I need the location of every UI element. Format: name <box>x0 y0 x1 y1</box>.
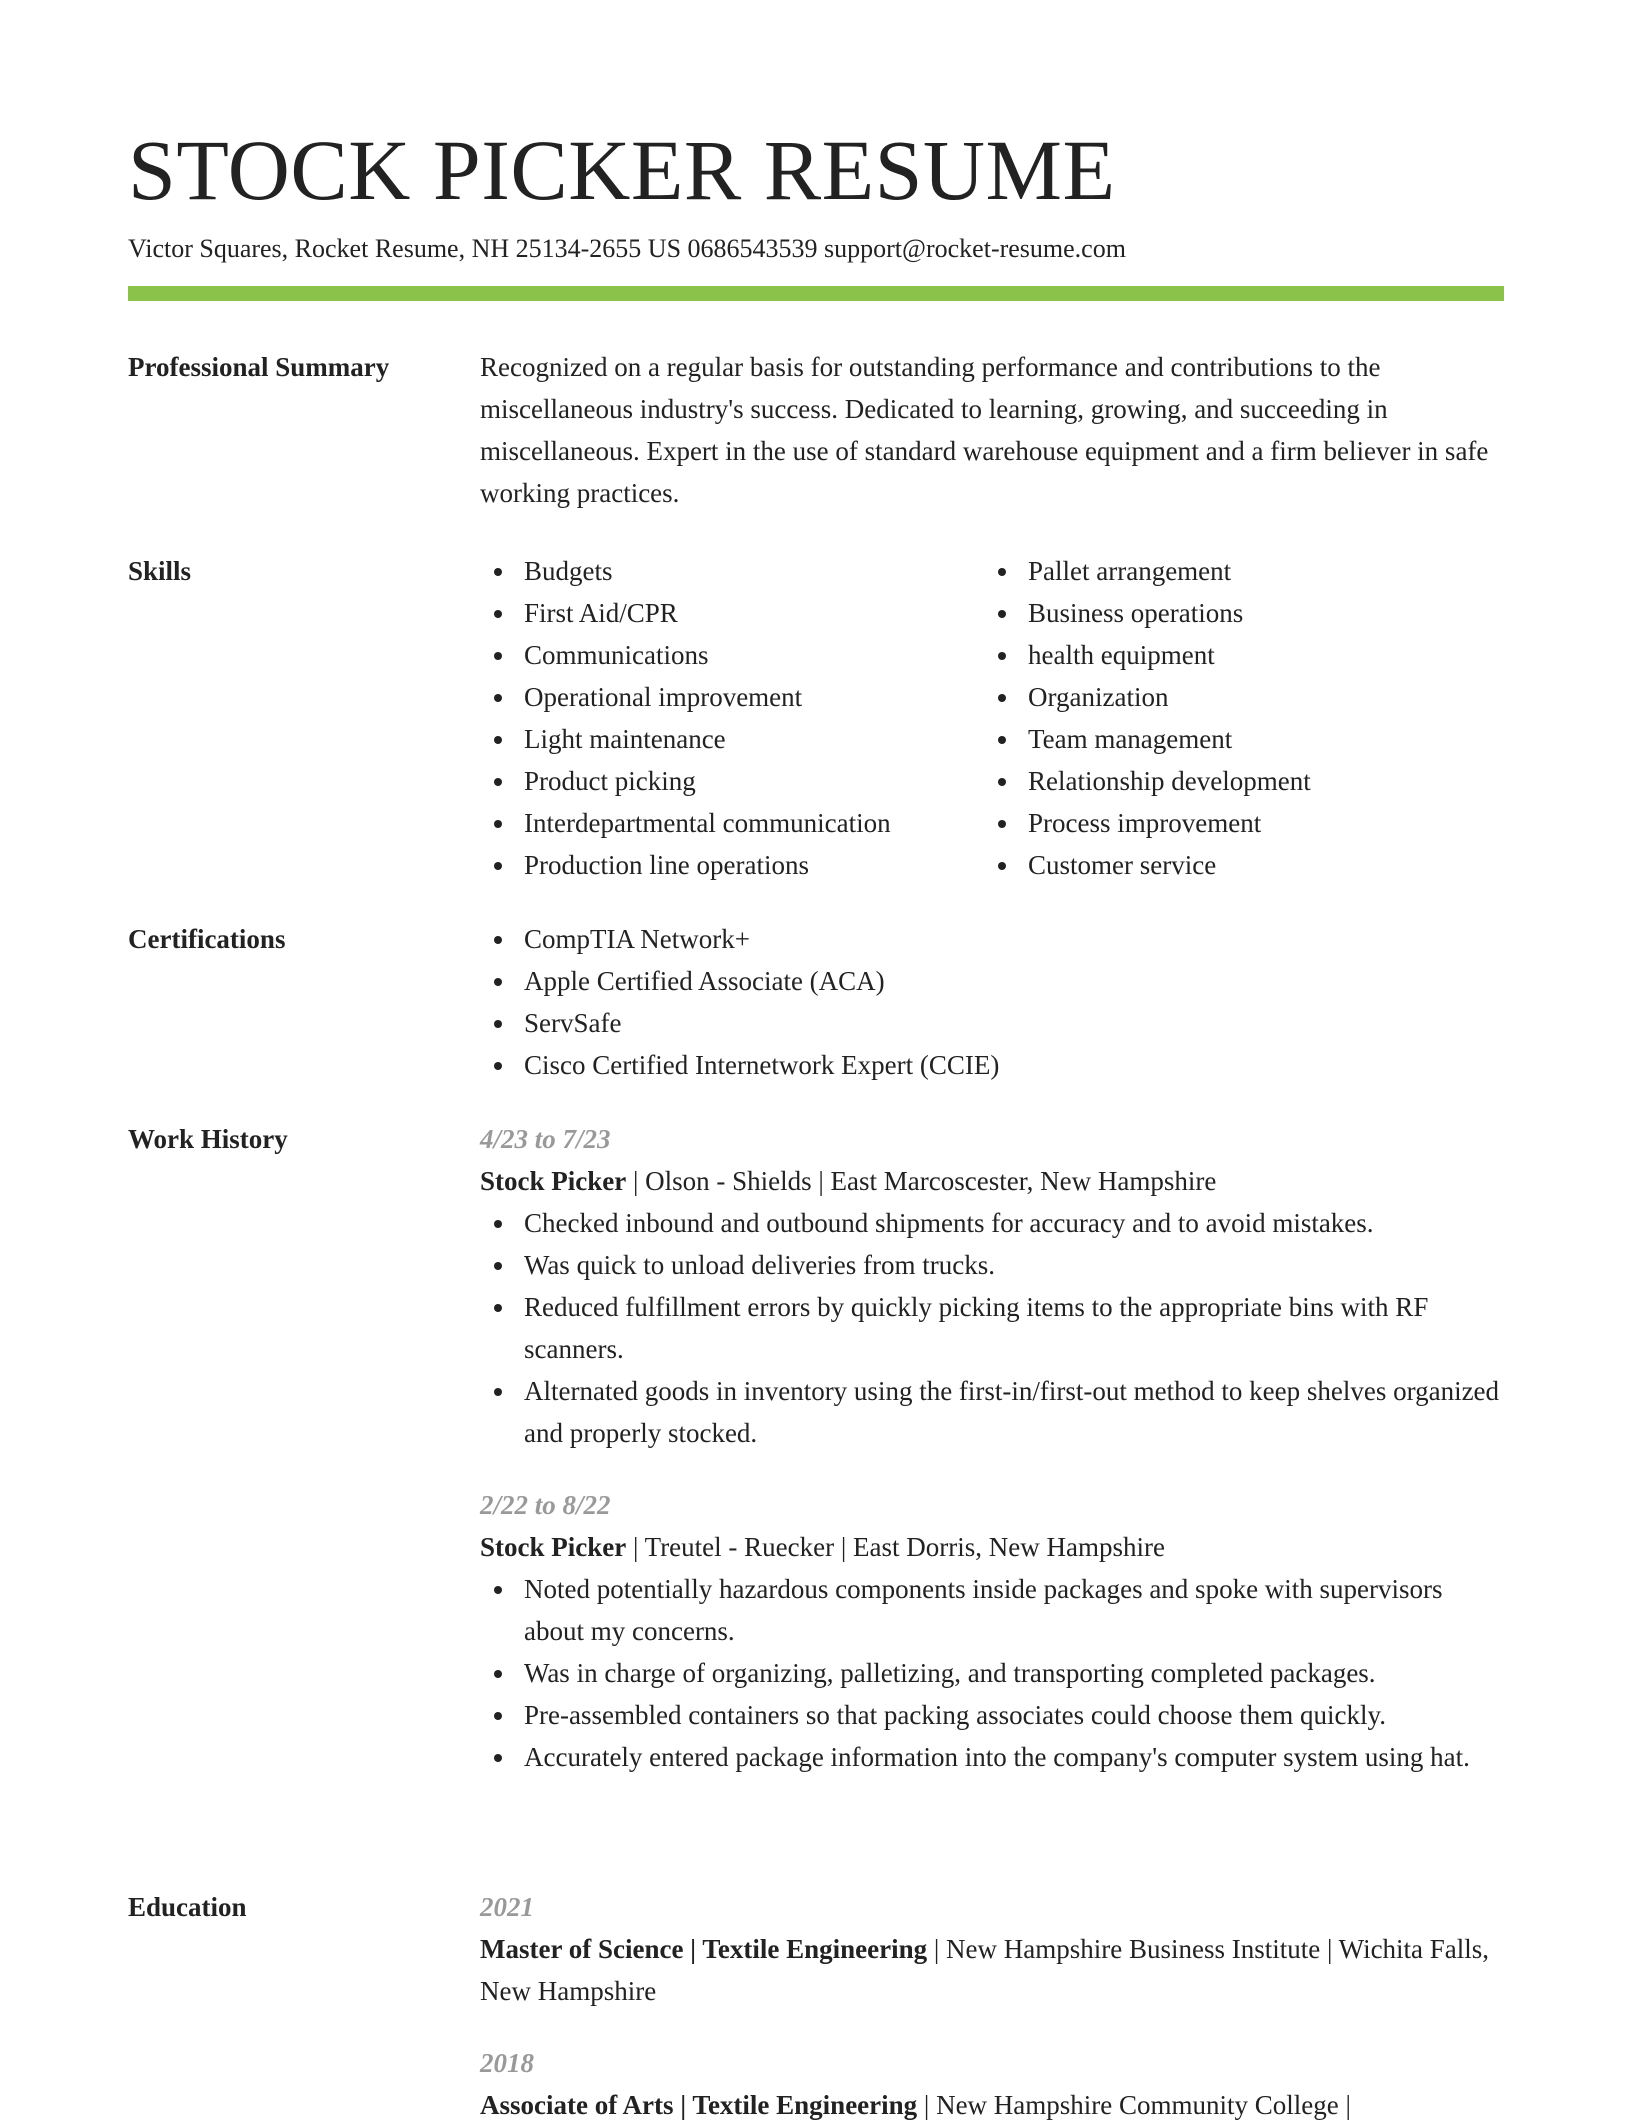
skill-item: Operational improvement <box>524 676 984 718</box>
skills-label: Skills <box>128 556 192 586</box>
job-bullet: Alternated goods in inventory using the first-in/first-out method to keep shelves organized and properly stocked. <box>524 1370 1504 1454</box>
job-bullet: Pre-assembled containers so that packing associates could choose them quickly. <box>524 1694 1504 1736</box>
education-line <box>480 2084 1504 2126</box>
certification-item: Apple Certified Associate (ACA) <box>524 960 1504 1002</box>
certification-item: Cisco Certified Internetwork Expert (CCIE) <box>524 1044 1504 1086</box>
education-school-location: | New Hampshire Community College | <box>917 2090 1351 2120</box>
education-entry <box>480 1886 1504 2012</box>
education-line <box>480 1928 1504 2012</box>
skills-column-left <box>480 550 984 886</box>
summary-body <box>480 346 1504 514</box>
education-degree: Master of Science | Textile Engineering <box>480 1934 928 1964</box>
job-bullet: Was quick to unload deliveries from trucks. <box>524 1244 1504 1286</box>
skill-item: Customer service <box>1028 844 1488 886</box>
skill-item: Interdepartmental communication <box>524 802 984 844</box>
job-role-line <box>480 1160 1504 1202</box>
work-history-body <box>480 1118 1504 1778</box>
skill-item: health equipment <box>1028 634 1488 676</box>
resume-title: STOCK PICKER RESUME <box>128 122 1116 218</box>
summary-label: Professional Summary <box>128 352 390 382</box>
work-history-label: Work History <box>128 1124 288 1154</box>
skill-item: Communications <box>524 634 984 676</box>
job-dates: 2/22 to 8/22 <box>480 1490 611 1520</box>
certification-item: CompTIA Network+ <box>524 918 1504 960</box>
education-degree: Associate of Arts | Textile Engineering <box>480 2090 918 2120</box>
accent-divider <box>128 286 1504 301</box>
skill-item: Relationship development <box>1028 760 1488 802</box>
skill-item: Pallet arrangement <box>1028 550 1488 592</box>
skill-item: Process improvement <box>1028 802 1488 844</box>
job-entry <box>480 1118 1504 1454</box>
skill-item: Product picking <box>524 760 984 802</box>
skill-item: Budgets <box>524 550 984 592</box>
education-year: 2018 <box>480 2048 534 2078</box>
contact-line: Victor Squares, Rocket Resume, NH 25134-2655 US 0686543539 support@rocket-resume.com <box>128 234 1126 263</box>
education-year: 2021 <box>480 1892 534 1922</box>
skill-item: First Aid/CPR <box>524 592 984 634</box>
education-entry <box>480 2042 1504 2126</box>
education-body <box>480 1886 1504 2126</box>
job-bullet: Accurately entered package information into the company's computer system using hat. <box>524 1736 1504 1778</box>
education-label: Education <box>128 1892 247 1922</box>
summary-text: Recognized on a regular basis for outstanding performance and contributions to the miscellaneous industry's success. Dedicated to learning, growing, and succeeding in miscellaneous. Expert in the use of standard warehouse equipment and a firm believer in safe working practices. <box>480 352 1489 508</box>
certification-item: ServSafe <box>524 1002 1504 1044</box>
skill-item: Team management <box>1028 718 1488 760</box>
job-role-line <box>480 1526 1504 1568</box>
job-bullet: Reduced fulfillment errors by quickly picking items to the appropriate bins with RF scanners. <box>524 1286 1504 1370</box>
skills-body <box>480 550 1504 886</box>
skill-item: Organization <box>1028 676 1488 718</box>
certifications-body <box>480 918 1504 1086</box>
job-entry <box>480 1484 1504 1778</box>
certifications-label: Certifications <box>128 924 286 954</box>
job-bullet: Was in charge of organizing, palletizing, and transporting completed packages. <box>524 1652 1504 1694</box>
skill-item: Production line operations <box>524 844 984 886</box>
job-title: Stock Picker <box>480 1166 627 1196</box>
job-employer-location: | Treutel - Ruecker | East Dorris, New Hampshire <box>626 1532 1165 1562</box>
job-bullet: Checked inbound and outbound shipments for accuracy and to avoid mistakes. <box>524 1202 1504 1244</box>
job-title: Stock Picker <box>480 1532 627 1562</box>
skills-column-right <box>984 550 1488 886</box>
education-school-location: | New Hampshire Business Institute | Wichita Falls, New Hampshire <box>480 1934 1490 2006</box>
skill-item: Business operations <box>1028 592 1488 634</box>
job-bullet: Noted potentially hazardous components inside packages and spoke with supervisors about my concerns. <box>524 1568 1504 1652</box>
skill-item: Light maintenance <box>524 718 984 760</box>
job-employer-location: | Olson - Shields | East Marcoscester, New Hampshire <box>626 1166 1217 1196</box>
job-dates: 4/23 to 7/23 <box>480 1124 611 1154</box>
